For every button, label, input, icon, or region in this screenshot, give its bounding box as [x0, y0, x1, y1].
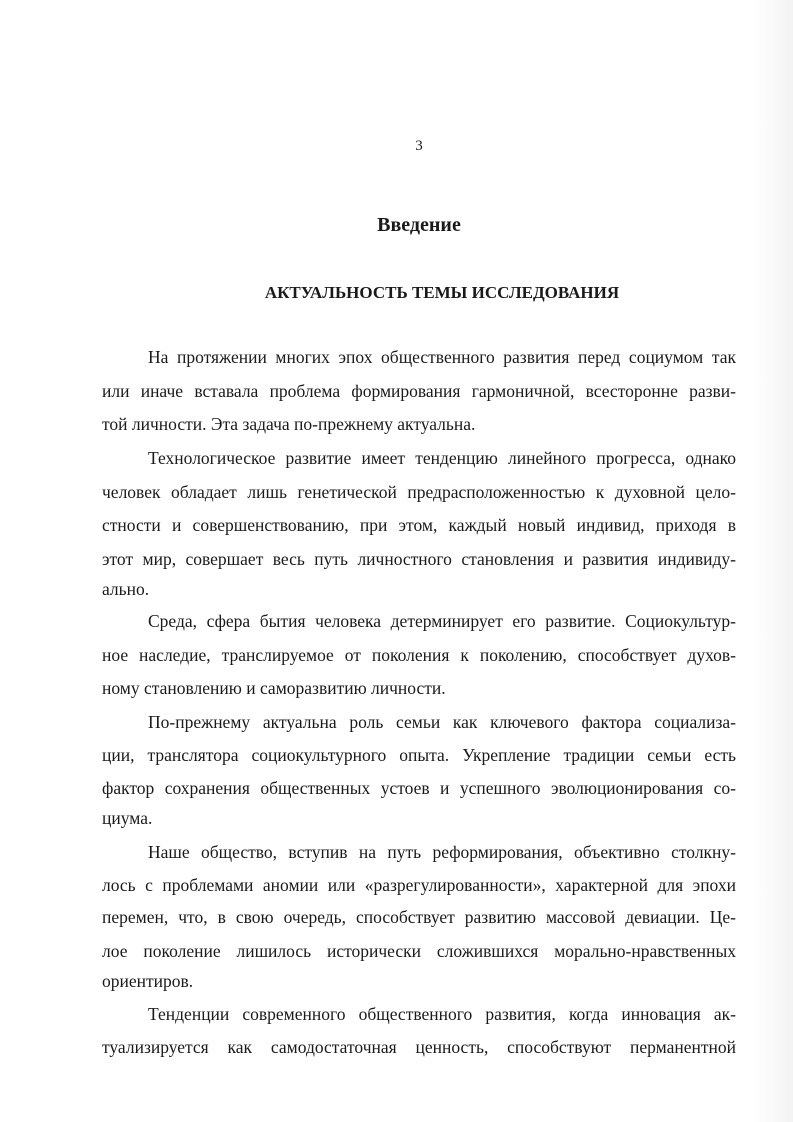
text-line: лое поколение лишилось исторически сложившихся морально-нравственных: [102, 941, 736, 961]
text-line: человек обладает лишь генетической предрасположенностью к духовной цело-: [102, 482, 736, 502]
text-line: Среда, сфера бытия человека детерминирует его развитие. Социокультур-: [148, 611, 736, 631]
text-line: туализируется как самодостаточная ценность, способствуют перманентной: [102, 1037, 736, 1057]
text-line: По-прежнему актуальна роль семьи как ключевого фактора социализа-: [148, 712, 736, 732]
text-line: Тенденции современного общественного развития, когда инновация ак-: [148, 1004, 736, 1024]
text-line: Наше общество, вступив на путь реформирования, объективно столкну-: [148, 842, 736, 862]
text-line: фактор сохранения общественных устоев и успешного эволюционирования со-: [102, 778, 736, 798]
text-line: циума.: [102, 808, 153, 828]
text-line: перемен, что, в свою очередь, способствует развитию массовой девиации. Це-: [102, 907, 736, 927]
text-line: той личности. Эта задача по-прежнему актуальна.: [102, 414, 476, 434]
page-number: 3: [415, 138, 423, 154]
text-line: ному становлению и саморазвитию личности.: [102, 678, 446, 698]
text-line: Технологическое развитие имеет тенденцию линейного прогресса, однако: [148, 448, 736, 468]
text-line: или иначе вставала проблема формирования гармоничной, всесторонне разви-: [102, 381, 736, 401]
text-line: ции, транслятора социокультурного опыта. Укрепление традиции семьи есть: [102, 745, 736, 765]
chapter-title: Введение: [377, 214, 461, 236]
text-line: ное наследие, транслируемое от поколения к поколению, способствует духов-: [102, 645, 736, 665]
text-line: этот мир, совершает весь путь личностного становления и развития индивиду-: [102, 549, 736, 569]
section-title: АКТУАЛЬНОСТЬ ТЕМЫ ИССЛЕДОВАНИЯ: [264, 283, 620, 302]
scan-edge-shadow: [753, 0, 793, 1122]
text-line: ориентиров.: [102, 971, 194, 991]
text-line: стности и совершенствованию, при этом, каждый новый индивид, приходя в: [102, 515, 736, 535]
text-line: ально.: [102, 579, 150, 599]
text-line: лось с проблемами аномии или «разрегулированности», характерной для эпохи: [102, 875, 736, 895]
text-line: На протяжении многих эпох общественного развития перед социумом так: [148, 347, 736, 367]
